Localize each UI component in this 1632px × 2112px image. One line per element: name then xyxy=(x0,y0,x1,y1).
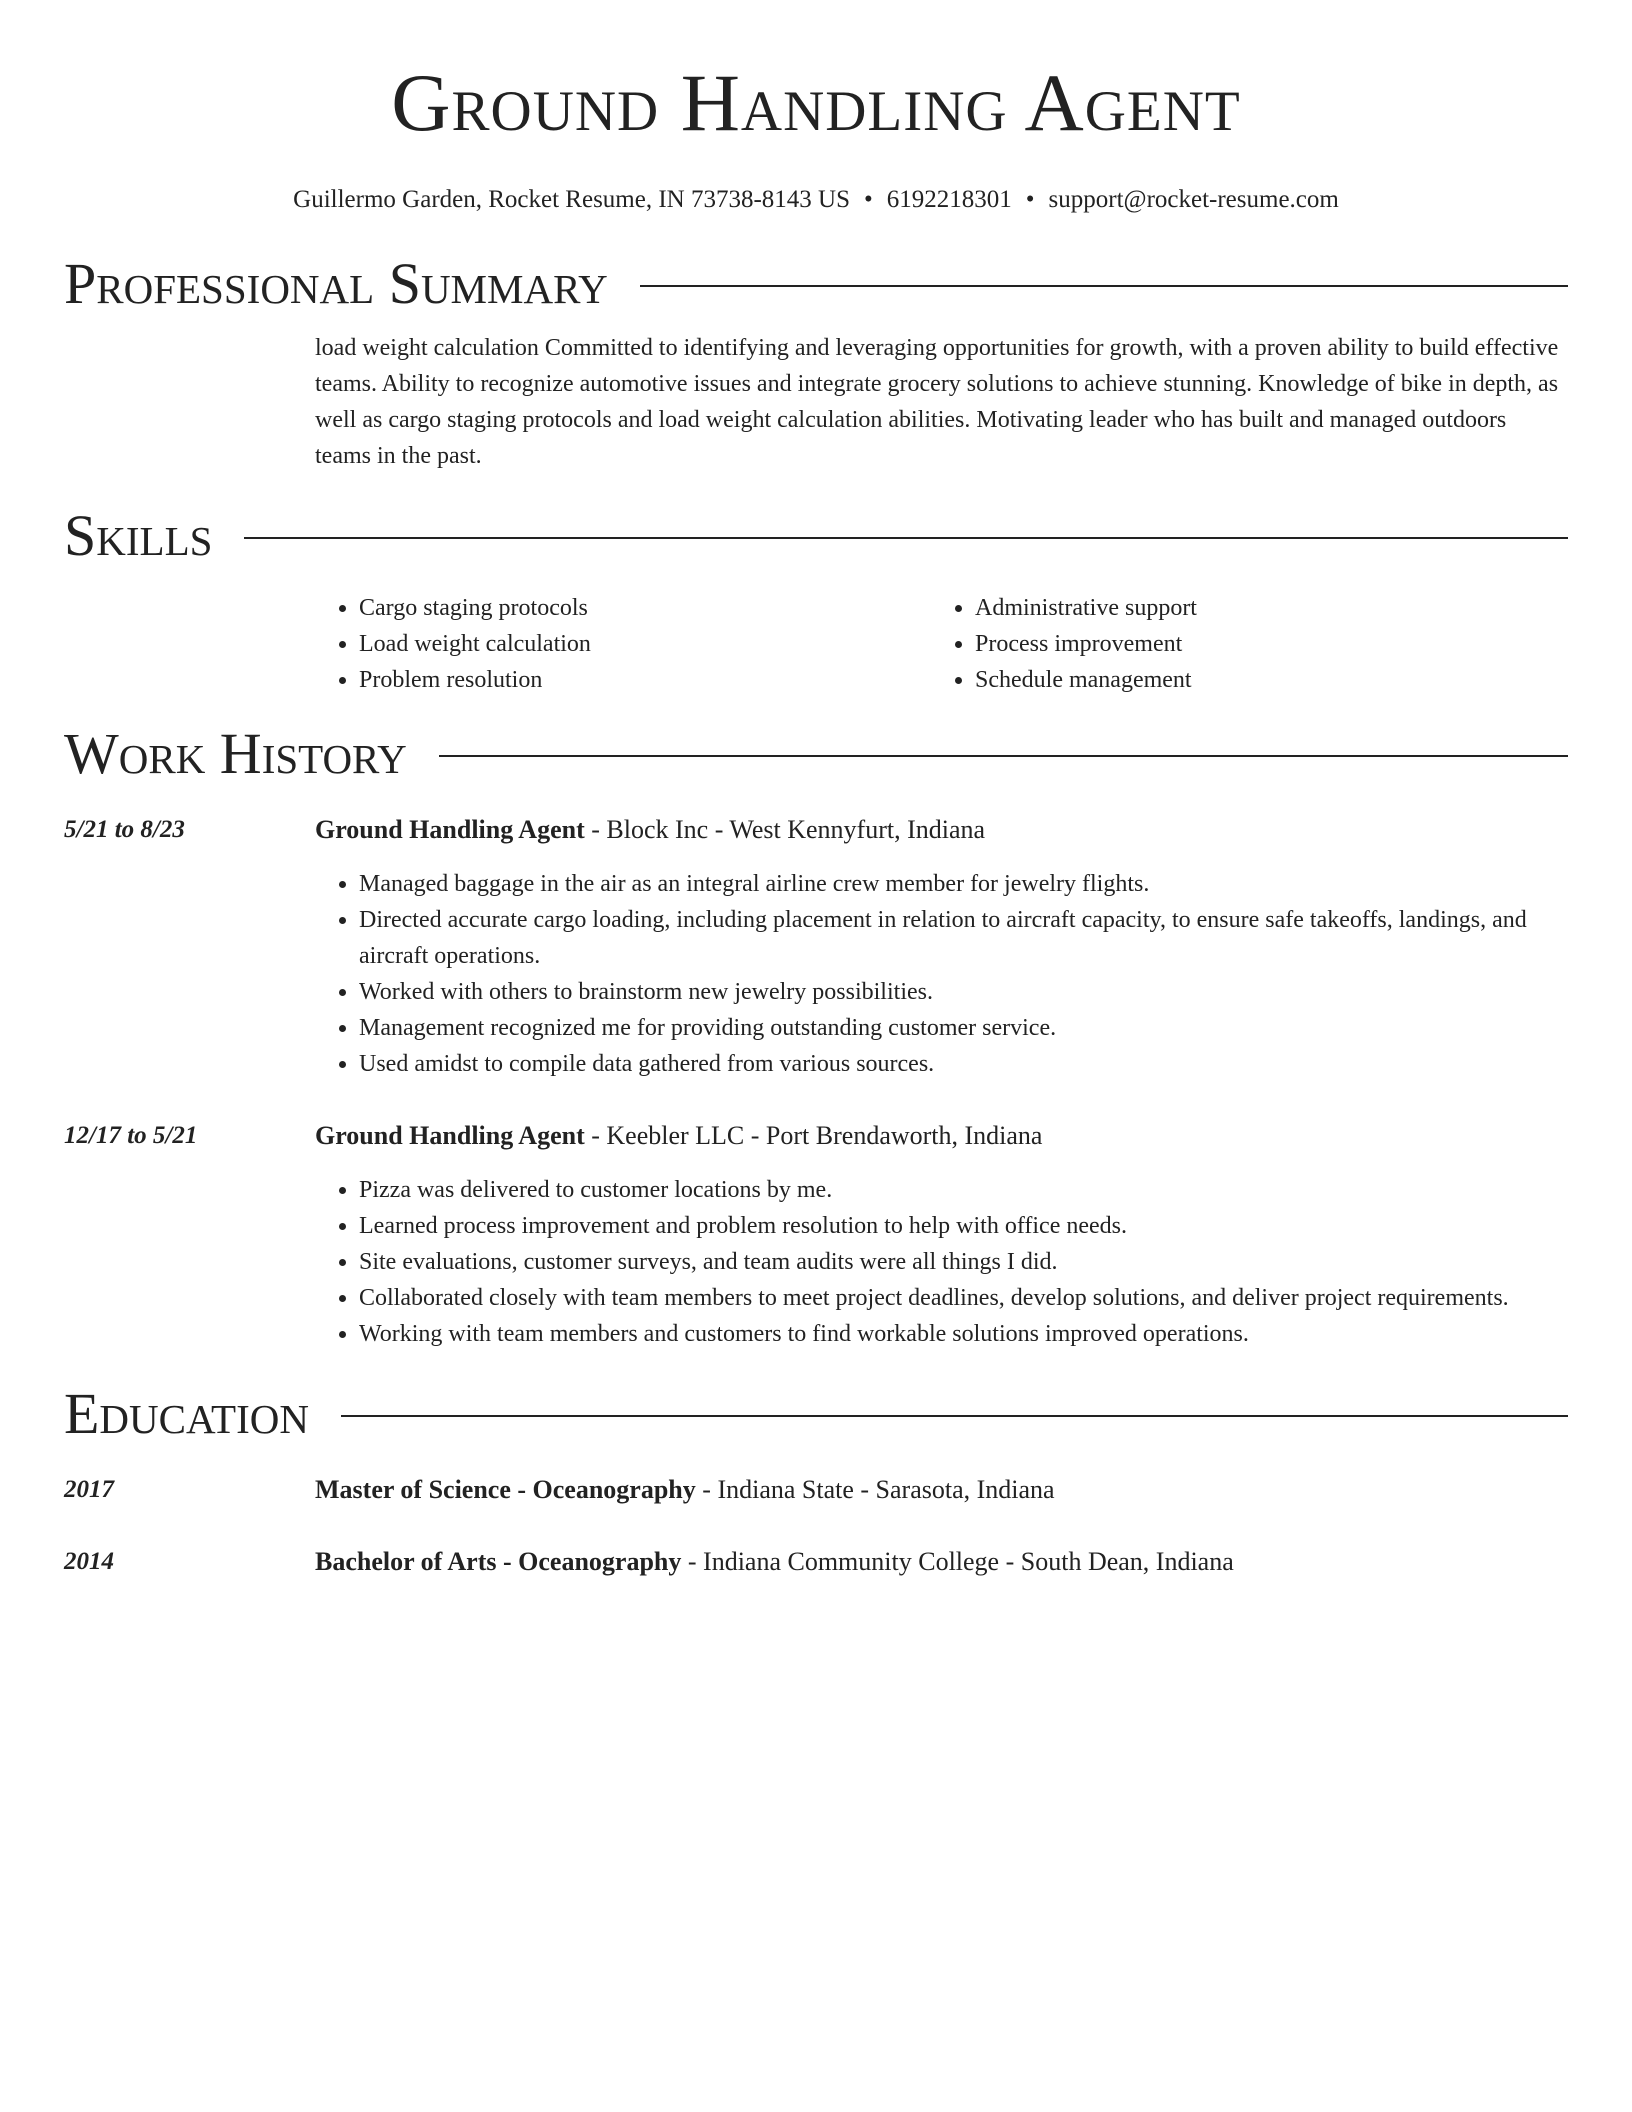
work-date: 12/17 to 5/21 xyxy=(64,1122,198,1149)
education-title-line xyxy=(315,1472,1568,1508)
work-title-line xyxy=(315,1118,1568,1154)
work-bullet: • Management recognized me for providing outstanding customer service. xyxy=(359,1010,1568,1046)
section-divider xyxy=(640,285,1568,287)
skill-item: • Process improvement xyxy=(975,626,1547,662)
degree-name: Master of Science - Oceanography xyxy=(315,1475,696,1504)
education-body xyxy=(315,1472,1568,1508)
resume-title: Ground Handling Agent xyxy=(391,57,1241,148)
work-bullet: • Site evaluations, customer surveys, and team audits were all things I did. xyxy=(359,1244,1568,1280)
contact-address: Guillermo Garden, Rocket Resume, IN 73738-8143 US xyxy=(293,186,851,213)
education-date: 2014 xyxy=(64,1548,114,1575)
skills-column-left xyxy=(315,590,931,698)
education-date: 2017 xyxy=(64,1476,114,1503)
section-divider xyxy=(341,1415,1568,1417)
contact-separator: • xyxy=(864,186,873,213)
school-details: - Indiana State - Sarasota, Indiana xyxy=(695,1475,1055,1504)
degree-name: Bachelor of Arts - Oceanography xyxy=(315,1547,682,1576)
section-divider xyxy=(244,537,1568,539)
job-details: - Block Inc - West Kennyfurt, Indiana xyxy=(584,815,986,844)
skill-item: • Administrative support xyxy=(975,590,1547,626)
skills-section-header xyxy=(64,504,1568,568)
work-heading: Work History xyxy=(64,721,407,786)
summary-text: load weight calculation Committed to identifying and leveraging opportunities for growth, with a proven ability to build effective teams. Ability to recognize automotive issues and integrate grocery solutions to achieve stunning. Knowledge of bike in depth, as well as cargo staging protocols and load weight calculation abilities. Motivating leader who has built and managed outdoors teams in the past. xyxy=(315,335,1559,469)
work-bullet: • Working with team members and customers to find workable solutions improved operations. xyxy=(359,1316,1568,1352)
work-bullet: • Worked with others to brainstorm new jewelry possibilities. xyxy=(359,974,1568,1010)
contact-separator: • xyxy=(1025,186,1035,213)
summary-heading: Professional Summary xyxy=(64,251,608,316)
work-section-header xyxy=(64,722,1568,786)
job-title: Ground Handling Agent xyxy=(315,815,585,844)
skill-item: • Load weight calculation xyxy=(359,626,931,662)
skills-heading: Skills xyxy=(64,503,213,568)
work-body xyxy=(315,1118,1568,1352)
contact-line xyxy=(64,184,1568,216)
work-entries xyxy=(64,812,1568,1352)
skill-item: • Cargo staging protocols xyxy=(359,590,931,626)
summary-section-header xyxy=(64,252,1568,316)
work-bullet: • Directed accurate cargo loading, including placement in relation to aircraft capacity, to ensure safe takeoffs, landings, and aircraft operations. xyxy=(359,902,1568,974)
skills-column-right xyxy=(931,590,1547,698)
job-details: - Keebler LLC - Port Brendaworth, Indiana xyxy=(584,1121,1043,1150)
work-bullet: • Pizza was delivered to customer locations by me. xyxy=(359,1172,1568,1208)
work-bullets xyxy=(315,866,1568,1082)
job-title: Ground Handling Agent xyxy=(315,1121,585,1150)
work-body xyxy=(315,812,1568,1082)
work-entry xyxy=(64,812,1568,1082)
education-body xyxy=(315,1544,1568,1580)
work-bullet: • Managed baggage in the air as an integral airline crew member for jewelry flights. xyxy=(359,866,1568,902)
education-title-line xyxy=(315,1544,1568,1580)
work-bullet: • Collaborated closely with team members to meet project deadlines, develop solutions, and deliver project requirements. xyxy=(359,1280,1568,1316)
education-heading: Education xyxy=(64,1381,309,1446)
work-title-line xyxy=(315,812,1568,848)
work-date: 5/21 to 8/23 xyxy=(64,816,185,843)
work-bullet: • Learned process improvement and problem resolution to help with office needs. xyxy=(359,1208,1568,1244)
work-entry xyxy=(64,1118,1568,1352)
contact-email: support@rocket-resume.com xyxy=(1048,186,1339,213)
education-section-header xyxy=(64,1382,1568,1446)
education-entry xyxy=(64,1472,1568,1508)
skill-item: • Problem resolution xyxy=(359,662,931,698)
school-details: - Indiana Community College - South Dean, Indiana xyxy=(681,1547,1234,1576)
contact-phone: 6192218301 xyxy=(886,186,1012,213)
work-bullets xyxy=(315,1172,1568,1352)
section-divider xyxy=(439,755,1568,757)
education-entry xyxy=(64,1544,1568,1580)
work-bullet: • Used amidst to compile data gathered from various sources. xyxy=(359,1046,1568,1082)
skills-list xyxy=(315,590,1568,698)
skill-item: • Schedule management xyxy=(975,662,1547,698)
